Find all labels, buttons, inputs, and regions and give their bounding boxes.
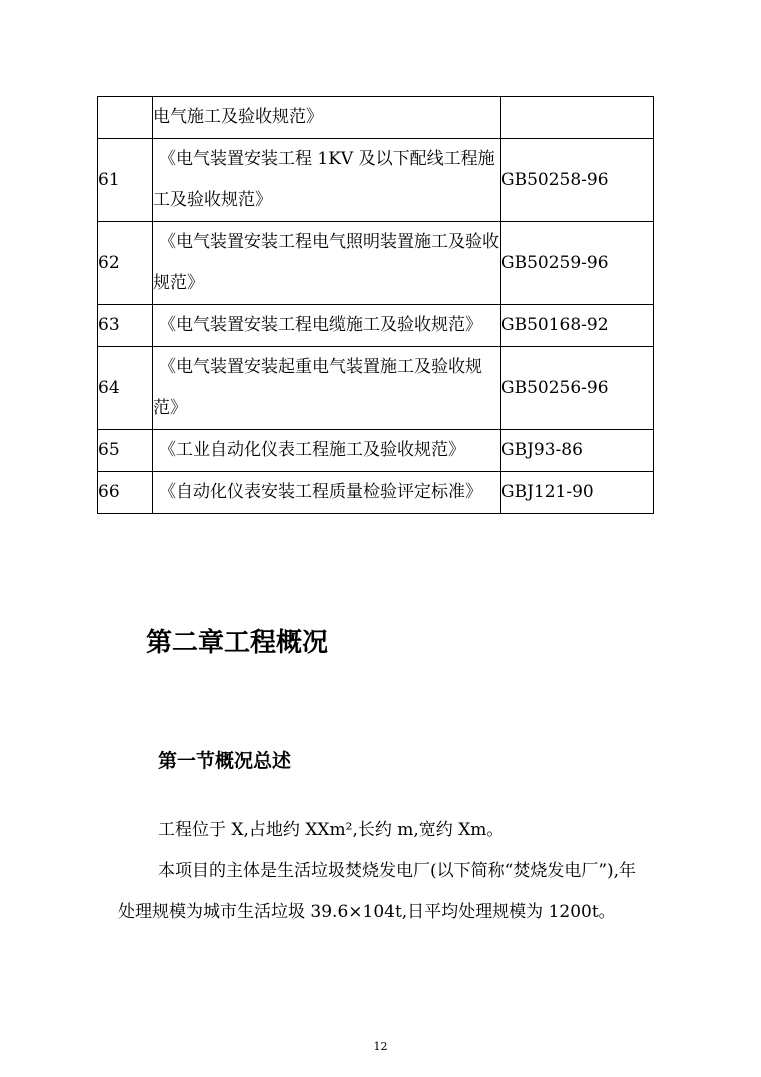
- chapter-title: 第二章工程概况: [146, 628, 329, 658]
- table-row: [98, 139, 654, 222]
- table-row: [98, 430, 654, 472]
- body-paragraph: 本项目的主体是生活垃圾焚烧发电厂(以下简称“焚烧发电厂”),年处理规模为城市生活垃圾 39.6×104t,日平均处理规模为 1200t。: [118, 861, 637, 922]
- row-number: 64: [98, 347, 153, 430]
- body-paragraph: 工程位于 X,占地约 XXm²,长约 m,宽约 Xm。: [158, 820, 504, 840]
- row-number: 65: [98, 430, 153, 472]
- row-number: 61: [98, 139, 153, 222]
- table-row: [98, 472, 654, 514]
- standard-name: 《电气装置安装工程电气照明装置施工及验收规范》: [153, 222, 501, 305]
- row-number: [98, 97, 153, 139]
- standard-code: GB50258-96: [501, 139, 654, 222]
- table-row: [98, 347, 654, 430]
- standard-name: 《电气装置安装工程 1KV 及以下配线工程施工及验收规范》: [153, 139, 501, 222]
- table-row: [98, 97, 654, 139]
- section-title: 第一节概况总述: [158, 750, 292, 772]
- standard-code: [501, 97, 654, 139]
- standard-name: 《工业自动化仪表工程施工及验收规范》: [153, 430, 501, 472]
- standards-table: [97, 96, 654, 514]
- table-row: [98, 222, 654, 305]
- standard-name: 《自动化仪表安装工程质量检验评定标准》: [153, 472, 501, 514]
- standard-code: GB50256-96: [501, 347, 654, 430]
- table-row: [98, 305, 654, 347]
- standard-code: GBJ121-90: [501, 472, 654, 514]
- standard-code: GB50259-96: [501, 222, 654, 305]
- standard-name: 电气施工及验收规范》: [153, 97, 501, 139]
- row-number: 62: [98, 222, 153, 305]
- row-number: 63: [98, 305, 153, 347]
- standard-name: 《电气装置安装工程电缆施工及验收规范》: [153, 305, 501, 347]
- standard-code: GB50168-92: [501, 305, 654, 347]
- standard-name: 《电气装置安装起重电气装置施工及验收规范》: [153, 347, 501, 430]
- row-number: 66: [98, 472, 153, 514]
- standard-code: GBJ93-86: [501, 430, 654, 472]
- page-number: 12: [373, 1040, 388, 1053]
